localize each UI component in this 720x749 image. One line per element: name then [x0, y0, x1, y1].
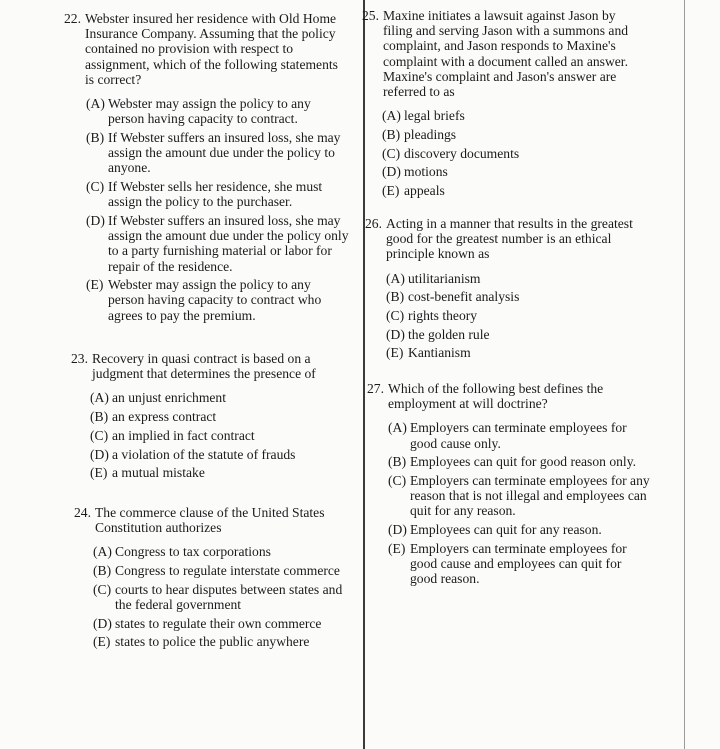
- answer-option-e[interactable]: [388, 541, 650, 587]
- option-text: Employees can quit for any reason.: [410, 522, 602, 538]
- option-label: (A): [90, 390, 109, 406]
- answer-option-c[interactable]: [388, 473, 650, 519]
- option-label: (B): [382, 126, 401, 142]
- question-number: 26.: [365, 216, 382, 231]
- option-label: (D): [86, 212, 105, 228]
- option-text: Employers can terminate employees for good cause only.: [410, 420, 627, 451]
- option-label: (B): [90, 409, 109, 425]
- option-text: appeals: [404, 183, 445, 199]
- question-stem: [71, 351, 353, 381]
- answer-option-c[interactable]: [382, 146, 646, 161]
- option-label: (A): [93, 544, 112, 560]
- answer-options: [388, 420, 650, 586]
- option-label: (E): [90, 465, 108, 481]
- answer-options: [93, 544, 354, 649]
- answer-option-d[interactable]: [386, 327, 640, 342]
- question-stem: [362, 8, 646, 99]
- answer-options: [386, 271, 640, 361]
- option-label: (A): [386, 270, 405, 286]
- option-text: a violation of the statute of frauds: [112, 446, 296, 462]
- option-text: If Webster suffers an insured loss, she may assign the amount due under the policy to anyone.: [108, 129, 341, 176]
- option-label: (C): [382, 145, 401, 161]
- option-text: states to regulate their own commerce: [115, 615, 322, 631]
- answer-option-a[interactable]: [382, 108, 646, 123]
- answer-option-b[interactable]: [93, 563, 354, 578]
- option-text: Employers can terminate employees for good cause and employees can quit for good reason.: [410, 540, 627, 587]
- answer-option-d[interactable]: [388, 522, 650, 537]
- answer-option-e[interactable]: [90, 465, 353, 480]
- question-24: [74, 505, 354, 653]
- option-text: discovery documents: [404, 145, 520, 161]
- answer-option-b[interactable]: [386, 289, 640, 304]
- option-label: (D): [90, 446, 109, 462]
- option-text: legal briefs: [404, 108, 465, 124]
- question-text: Webster insured her residence with Old Home Insurance Company. Assuming that the policy contained no provision with respect to assignment, which of the following statements is correct?: [85, 11, 338, 87]
- question-text: Acting in a manner that results in the greatest good for the greatest number is an ethical principle known as: [386, 216, 633, 262]
- option-label: (C): [90, 427, 109, 443]
- option-text: cost-benefit analysis: [408, 289, 520, 305]
- answer-option-c[interactable]: [386, 308, 640, 323]
- question-text: Maxine initiates a lawsuit against Jason by filing and serving Jason with a summons and complaint, and Jason responds to Maxine's complaint with a document called an answer. Maxine's complaint and Jason's answer are referred to as: [383, 8, 629, 100]
- option-text: Congress to tax corporations: [115, 544, 271, 560]
- answer-option-e[interactable]: [86, 277, 350, 323]
- answer-option-b[interactable]: [86, 130, 350, 176]
- question-25: [362, 8, 646, 202]
- page-edge-line: [684, 0, 685, 749]
- option-label: (B): [93, 563, 112, 579]
- option-label: (B): [86, 129, 105, 145]
- answer-option-a[interactable]: [86, 96, 350, 126]
- option-label: (A): [388, 420, 407, 436]
- answer-option-e[interactable]: [93, 634, 354, 649]
- option-label: (B): [386, 289, 405, 305]
- option-text: the golden rule: [408, 326, 490, 342]
- answer-options: [90, 390, 353, 480]
- answer-option-d[interactable]: [86, 213, 350, 274]
- answer-option-c[interactable]: [93, 582, 354, 612]
- question-22: [64, 11, 350, 326]
- question-stem: [365, 216, 640, 262]
- question-stem: [74, 505, 354, 535]
- question-text: The commerce clause of the United States Constitution authorizes: [95, 505, 325, 536]
- question-stem: [367, 381, 650, 411]
- answer-option-d[interactable]: [382, 164, 646, 179]
- option-label: (C): [388, 473, 407, 489]
- question-text: Recovery in quasi contract is based on a judgment that determines the presence of: [92, 351, 316, 382]
- option-text: a mutual mistake: [112, 465, 205, 481]
- option-label: (E): [386, 345, 404, 361]
- answer-option-b[interactable]: [388, 454, 650, 469]
- answer-option-e[interactable]: [386, 345, 640, 360]
- answer-option-b[interactable]: [382, 127, 646, 142]
- option-label: (E): [388, 540, 406, 556]
- option-label: (C): [93, 581, 112, 597]
- question-number: 25.: [362, 8, 379, 23]
- answer-option-a[interactable]: [93, 544, 354, 559]
- option-text: an implied in fact contract: [112, 427, 255, 443]
- question-27: [367, 381, 650, 590]
- option-text: utilitarianism: [408, 270, 481, 286]
- answer-option-d[interactable]: [93, 616, 354, 631]
- answer-option-e[interactable]: [382, 183, 646, 198]
- option-label: (C): [86, 179, 105, 195]
- option-text: Employees can quit for good reason only.: [410, 454, 637, 470]
- option-label: (E): [86, 277, 104, 293]
- option-label: (D): [386, 326, 405, 342]
- question-23: [71, 351, 353, 484]
- answer-option-a[interactable]: [386, 271, 640, 286]
- question-number: 27.: [367, 381, 384, 396]
- option-text: an unjust enrichment: [112, 390, 227, 406]
- option-text: Employers can terminate employees for any reason that is not illegal and employees can quit for any reason.: [410, 473, 650, 519]
- question-number: 24.: [74, 505, 91, 520]
- option-text: Kantianism: [408, 345, 471, 361]
- option-text: rights theory: [408, 308, 478, 324]
- answer-option-a[interactable]: [388, 420, 650, 450]
- option-text: states to police the public anywhere: [115, 634, 310, 650]
- option-label: (B): [388, 454, 407, 470]
- answer-options: [86, 96, 350, 323]
- option-text: If Webster sells her residence, she must assign the policy to the purchaser.: [108, 179, 323, 210]
- option-text: If Webster suffers an insured loss, she may assign the amount due under the policy only to a party furnishing material or labor for repair of the residence.: [108, 212, 349, 274]
- option-label: (D): [382, 164, 401, 180]
- option-label: (D): [93, 615, 112, 631]
- option-label: (E): [93, 634, 111, 650]
- option-text: an express contract: [112, 409, 217, 425]
- option-label: (A): [86, 96, 105, 112]
- option-label: (E): [382, 183, 400, 199]
- option-label: (D): [388, 522, 407, 538]
- option-text: Congress to regulate interstate commerce: [115, 563, 340, 579]
- question-number: 23.: [71, 351, 88, 366]
- answer-option-d[interactable]: [90, 447, 353, 462]
- option-text: Webster may assign the policy to any person having capacity to contract who agrees to pay the premium.: [108, 277, 322, 323]
- question-stem: [64, 11, 350, 87]
- question-number: 22.: [64, 11, 81, 26]
- answer-option-c[interactable]: [90, 428, 353, 443]
- question-text: Which of the following best defines the employment at will doctrine?: [388, 381, 604, 412]
- question-26: [365, 216, 640, 364]
- answer-options: [382, 108, 646, 198]
- option-text: pleadings: [404, 126, 457, 142]
- answer-option-c[interactable]: [86, 179, 350, 209]
- answer-option-b[interactable]: [90, 409, 353, 424]
- option-text: Webster may assign the policy to any person having capacity to contract.: [108, 96, 311, 127]
- option-text: courts to hear disputes between states and the federal government: [115, 581, 343, 613]
- answer-option-a[interactable]: [90, 390, 353, 405]
- option-label: (C): [386, 308, 405, 324]
- option-text: motions: [404, 164, 448, 180]
- option-label: (A): [382, 108, 401, 124]
